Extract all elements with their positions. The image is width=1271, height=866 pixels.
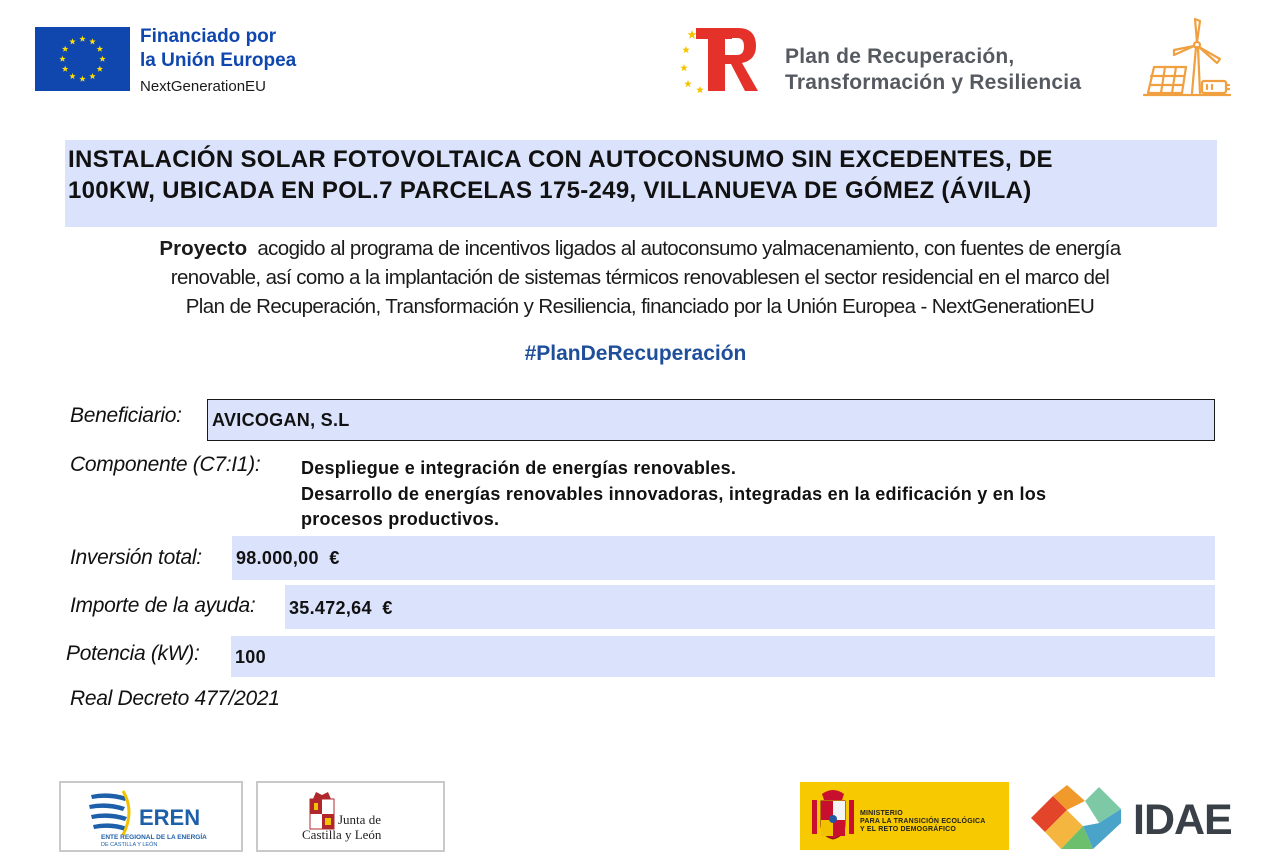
eu-star-icon (89, 73, 95, 79)
componente-label: Componente (C7:I1): (70, 453, 261, 476)
eu-line-2: la Unión Europea (140, 50, 297, 71)
intro-bold: Proyecto (159, 237, 248, 260)
ministerio-line-1: MINISTERIO (860, 810, 903, 817)
prtr-logo-icon (678, 22, 762, 94)
intro-line-2: renovable, así como a la implantación de sistemas térmicos renovablesen el sector residencial en el marco del (170, 266, 1110, 289)
eu-star-icon (89, 38, 95, 44)
importe-label: Importe de la ayuda: (70, 594, 256, 617)
inversion-value: 98.000,00 € (236, 548, 340, 568)
eu-star-icon (69, 73, 75, 79)
eu-flag-logo (35, 27, 130, 91)
ministerio-line-3: Y EL RETO DEMOGRÁFICO (860, 826, 956, 833)
prtr-title (785, 44, 1081, 96)
eu-star-icon (79, 36, 85, 42)
eren-emblem-icon (61, 783, 241, 850)
beneficiario-label: Beneficiario: (70, 404, 182, 427)
jcyl-shield-icon (258, 783, 443, 850)
intro-line-3: Plan de Recuperación, Transformación y Resiliencia, financiado por la Unión Europea - NextGenerationEU (185, 295, 1095, 318)
project-title-line-1: INSTALACIÓN SOLAR FOTOVOLTAICA CON AUTOCONSUMO SIN EXCEDENTES, DE (68, 146, 1053, 173)
componente-line-3: procesos productivos. (301, 509, 500, 529)
prtr-line-2: Transformación y Resiliencia (785, 71, 1082, 94)
beneficiario-field (207, 399, 1215, 441)
eren-subtitle-1: ENTE REGIONAL DE LA ENERGÍA (101, 834, 207, 841)
intro-line-1 (60, 234, 1220, 263)
eu-star-icon (62, 46, 68, 52)
eu-line-1: Financiado por (140, 26, 277, 47)
beneficiario-value: AVICOGAN, S.L (212, 410, 350, 430)
jcyl-line-2: Castilla y León (302, 827, 382, 842)
project-title-box (65, 140, 1217, 227)
intro-line-1-text: acogido al programa de incentivos ligados al autoconsumo yalmacenamiento, con fuentes de energía (257, 237, 1121, 260)
ministerio-line-2: PARA LA TRANSICIÓN ECOLÓGICA (860, 818, 986, 825)
idae-logo-text: IDAE (1133, 796, 1232, 844)
eu-star-icon (62, 66, 68, 72)
eu-star-icon (97, 46, 103, 52)
importe-value: 35.472,64 € (289, 598, 393, 618)
eu-funding-text (140, 25, 296, 98)
eu-star-icon (69, 38, 75, 44)
componente-line-1: Despliegue e integración de energías renovables. (301, 458, 737, 478)
inversion-label: Inversión total: (70, 546, 202, 569)
importe-field (285, 585, 1215, 629)
eu-stars-icon (35, 27, 130, 91)
ministerio-transicion-ecologica-logo (800, 782, 1009, 850)
jcyl-line-1: Junta de (338, 812, 381, 827)
renewable-energy-icon (1140, 15, 1232, 101)
componente-value (301, 456, 1046, 533)
prtr-line-1: Plan de Recuperación, (785, 45, 1015, 68)
eren-subtitle-2: DE CASTILLA Y LEÓN (101, 842, 158, 848)
eu-star-icon (99, 56, 105, 62)
spain-coat-of-arms-icon (808, 786, 858, 846)
eren-name: EREN (139, 805, 201, 830)
componente-line-2: Desarrollo de energías renovables innovadoras, integradas en la edificación y en los (301, 483, 1047, 504)
potencia-label: Potencia (kW): (66, 642, 200, 665)
eu-star-icon (97, 66, 103, 72)
ministerio-text (860, 810, 986, 834)
hashtag: #PlanDeRecuperación (524, 342, 747, 365)
project-title-line-2: 100KW, UBICADA EN POL.7 PARCELAS 175-249, VILLANUEVA DE GÓMEZ (ÁVILA) (68, 177, 1032, 204)
intro-paragraph (60, 234, 1220, 321)
real-decreto: Real Decreto 477/2021 (70, 687, 280, 710)
eu-star-icon (79, 76, 85, 82)
potencia-field (231, 636, 1215, 677)
inversion-field (232, 536, 1215, 580)
idae-mark-icon (1027, 783, 1125, 853)
eren-logo (59, 781, 243, 852)
eu-star-icon (59, 56, 65, 62)
eu-line-3: NextGenerationEU (140, 78, 266, 95)
potencia-value: 100 (235, 647, 266, 667)
junta-castilla-leon-logo (256, 781, 445, 852)
